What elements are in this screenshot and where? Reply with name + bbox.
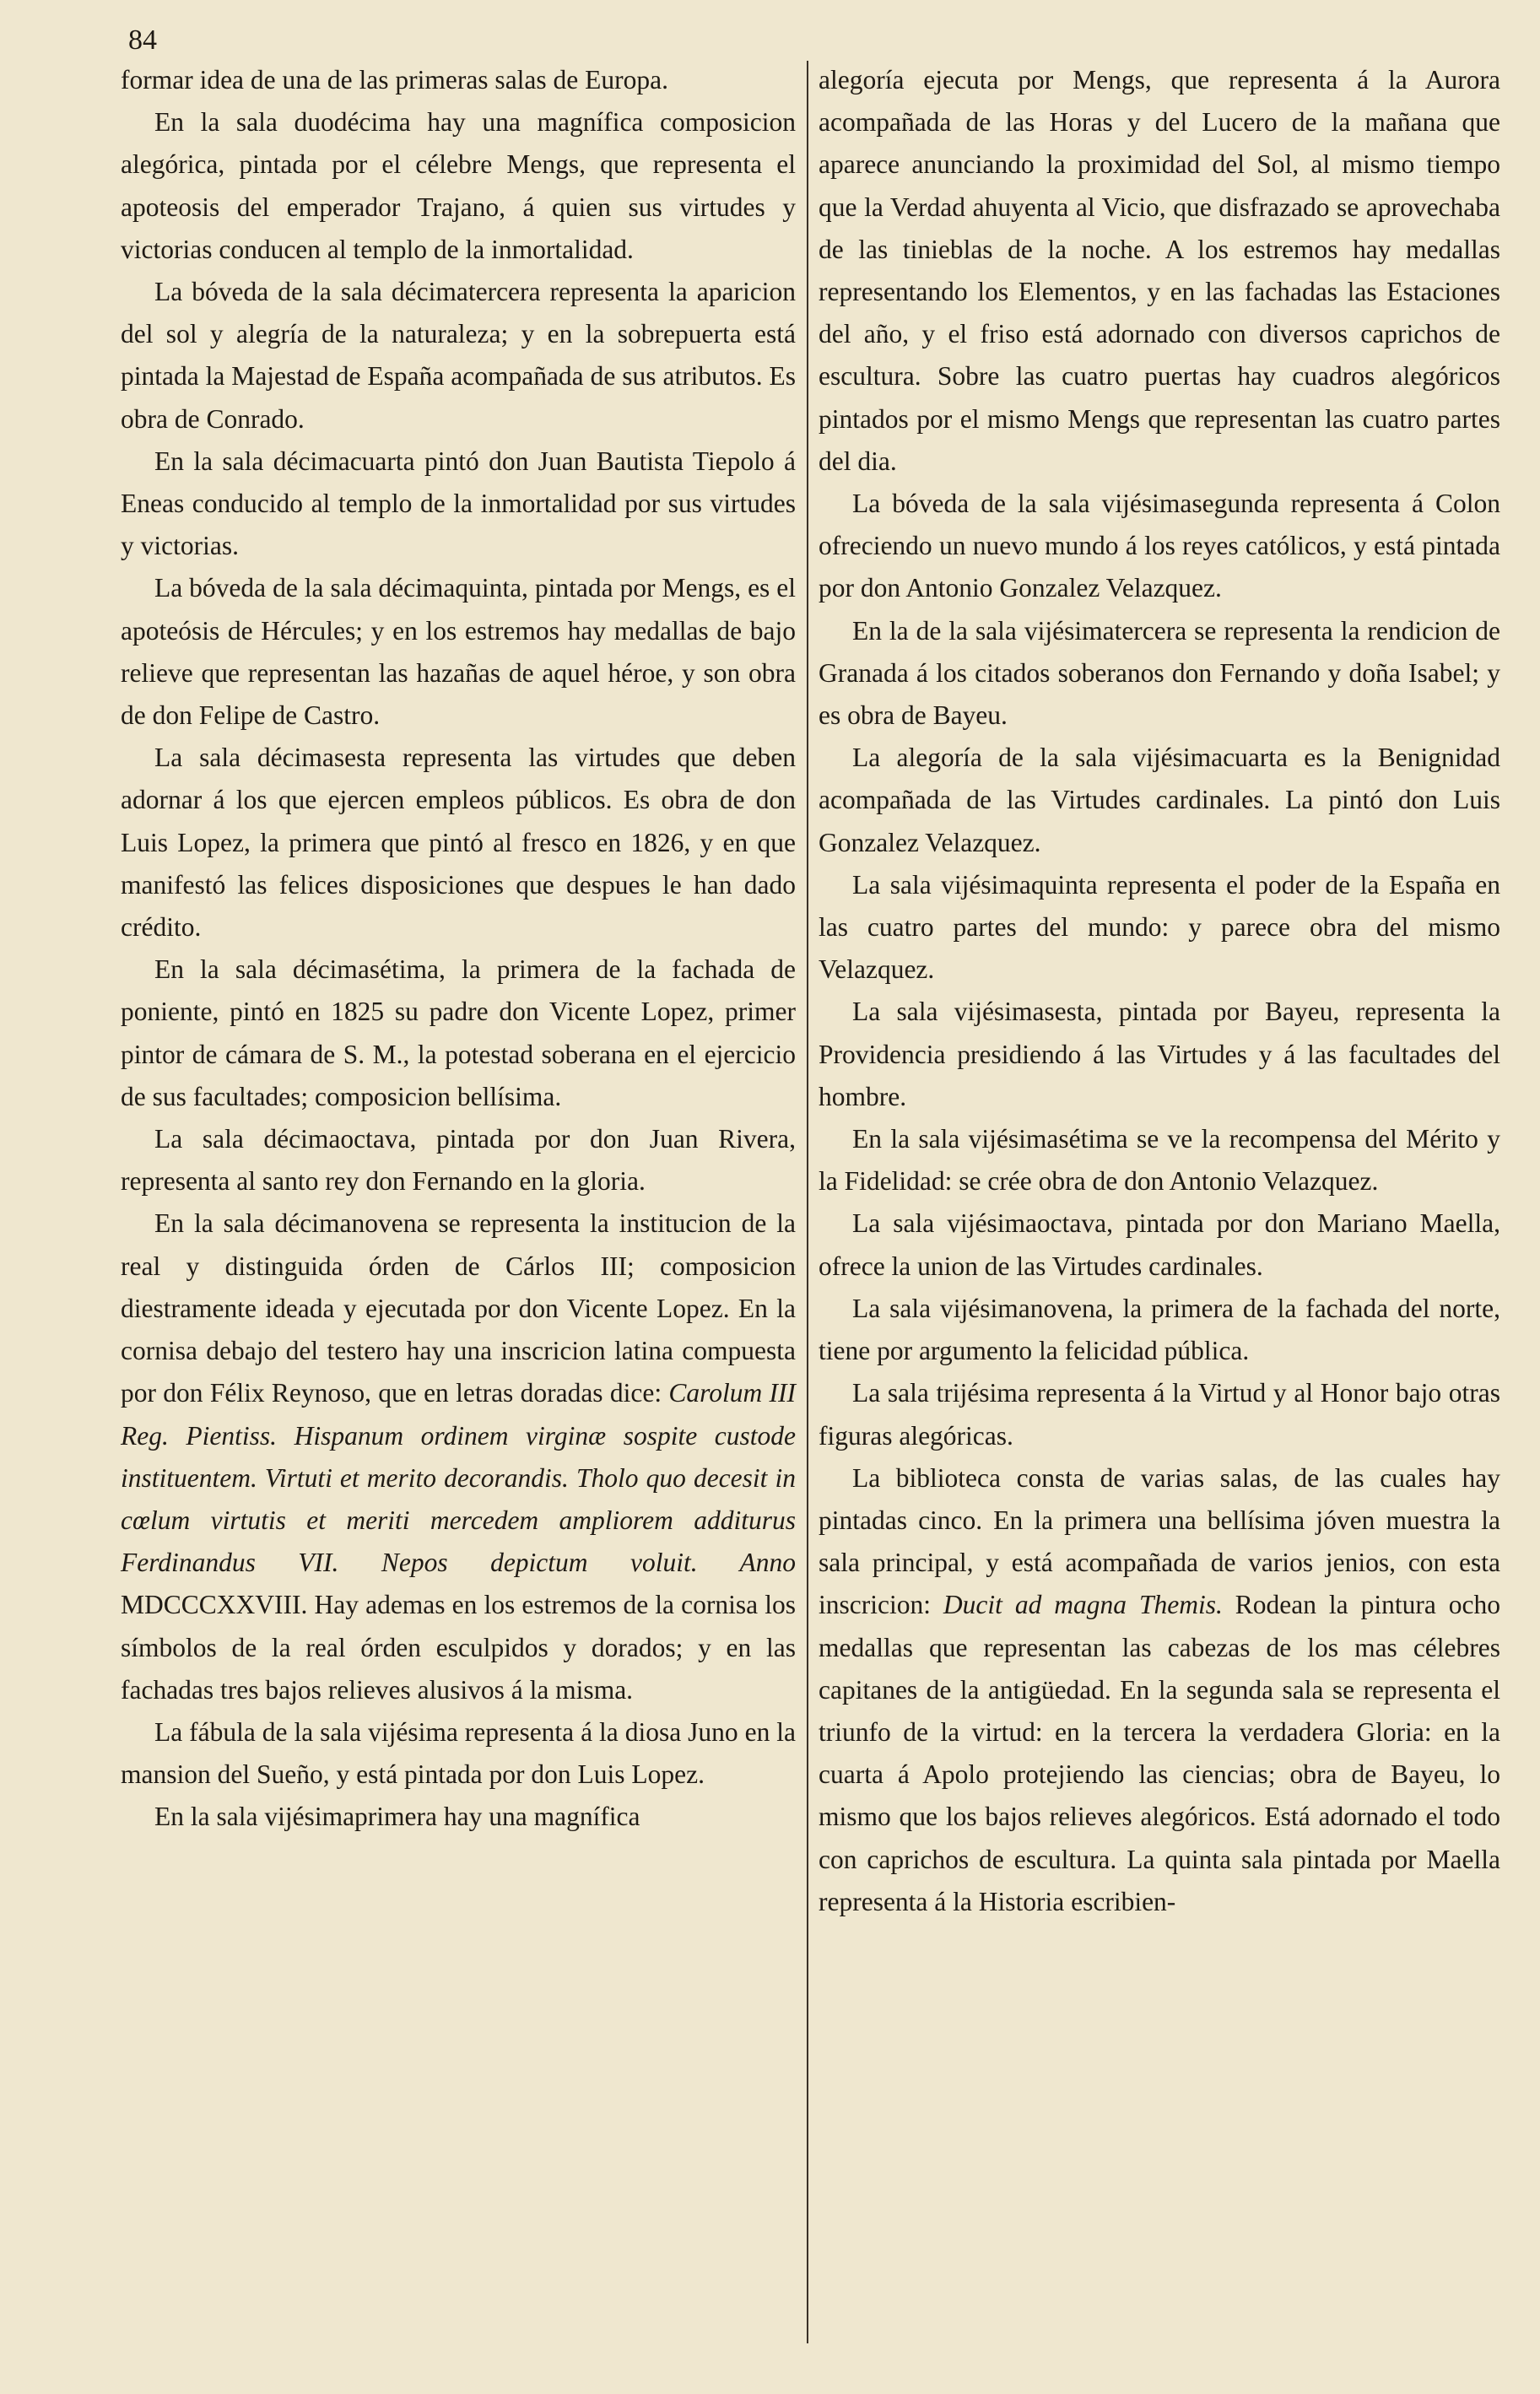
paragraph: En la sala duodécima hay una magnífica composicion alegórica, pintada por el célebre Mengs, que representa el apoteosis del emperador Trajano, á quien sus virtudes y victorias conducen al templo de la inmortalidad. [121, 107, 796, 264]
paragraph: La bóveda de la sala vijésimasegunda representa á Colon ofreciendo un nuevo mundo á los reyes católicos, y está pintada por don Antonio Gonzalez Velazquez. [819, 489, 1500, 603]
paragraph: En la sala vijésimaprimera hay una magnífica [154, 1802, 640, 1832]
latin-inscription: Carolum III Reg. Pientiss. Hispanum ordinem virginæ sospite custode instituentem. Virtuti et merito decorandis. Tholo quo decesit in cœlum virtutis et meriti mercedem ampliorem additurus Ferdinandus VII. Nepos depictum voluit. Anno [121, 1378, 796, 1578]
paragraph: La sala vijésimaoctava, pintada por don Mariano Maella, ofrece la union de las Virtudes cardinales. [819, 1208, 1500, 1281]
paragraph: La alegoría de la sala vijésimacuarta es la Benignidad acompañada de las Virtudes cardinales. La pintó don Luis Gonzalez Velazquez. [819, 743, 1500, 857]
paragraph-text: En la sala décimanovena se representa la institucion de la real y distinguida órden de Cárlos III; composicion diestramente ideada y ejecutada por don Vicente Lopez. En la cornisa debajo del testero hay una inscricion latina compuesta por don Félix Reynoso, que en letras doradas dice: [121, 1208, 796, 1408]
page-number: 84 [128, 24, 157, 56]
paragraph: La sala décimasesta representa las virtudes que deben adornar á los que ejercen empleos públicos. Es obra de don Luis Lopez, la primera que pintó al fresco en 1826, y en que manifestó las felices disposiciones que despues le han dado crédito. [121, 743, 796, 943]
paragraph: alegoría ejecuta por Mengs, que representa á la Aurora acompañada de las Horas y del Lucero de la mañana que aparece anunciando la proximidad del Sol, al mismo tiempo que la Verdad ahuyenta al Vicio, que disfrazado se aprovechaba de las tinieblas de la noche. A los estremos hay medallas representando los Elementos, y en las fachadas las Estaciones del año, y el friso está adornado con diversos caprichos de escultura. Sobre las cuatro puertas hay cuadros alegóricos pintados por el mismo Mengs que representan las cuatro partes del dia. [819, 65, 1500, 476]
paragraph-text: La biblioteca consta de varias salas, de las cuales hay pintadas cinco. En la primera una bellísima jóven muestra la sala principal, y está acompañada de varios jenios, con esta inscricion: [819, 1462, 1500, 1620]
paragraph-with-inscription [819, 1457, 1500, 1923]
paragraph: La sala trijésima representa á la Virtud y al Honor bajo otras figuras alegóricas. [819, 1378, 1500, 1451]
paragraph: En la sala vijésimasétima se ve la recompensa del Mérito y la Fidelidad: se crée obra de don Antonio Velazquez. [819, 1124, 1500, 1197]
paragraph-with-inscription [121, 1202, 796, 1710]
paragraph: La sala décimaoctava, pintada por don Juan Rivera, representa al santo rey don Fernando en la gloria. [121, 1124, 796, 1197]
paragraph: La sala vijésimaquinta representa el poder de la España en las cuatro partes del mundo: y parece obra del mismo Velazquez. [819, 869, 1500, 985]
paragraph-continuation: Rodean la pintura ocho medallas que representan las cabezas de los mas célebres capitanes de la antigüedad. En la segunda sala se representa el triunfo de la virtud: en la tercera la verdadera Gloria: en la cuarta á Apolo protejiendo las ciencias; obra de Bayeu, lo mismo que los bajos relieves alegóricos. Está adornado el todo con caprichos de escultura. La quinta sala pintada por Maella representa á la Historia escribien- [819, 1590, 1500, 1916]
paragraph-continuation: MDCCCXXVIII. Hay ademas en los estremos de la cornisa los símbolos de la real órden esculpidos y dorados; y en las fachadas tres bajos relieves alusivos á la misma. [121, 1590, 796, 1705]
right-column [819, 59, 1500, 2337]
paragraph: En la de la sala vijésimatercera se representa la rendicion de Granada á los citados soberanos don Fernando y doña Isabel; y es obra de Bayeu. [819, 615, 1500, 731]
paragraph: La sala vijésimasesta, pintada por Bayeu, representa la Providencia presidiendo á las Virtudes y á las facultades del hombre. [819, 997, 1500, 1111]
paragraph: La bóveda de la sala décimaquinta, pintada por Mengs, es el apoteósis de Hércules; y en los estremos hay medallas de bajo relieve que representan las hazañas de aquel héroe, y son obra de don Felipe de Castro. [121, 573, 796, 731]
paragraph: La bóveda de la sala décimatercera representa la aparicion del sol y alegría de la naturaleza; y en la sobrepuerta está pintada la Majestad de España acompañada de sus atributos. Es obra de Conrado. [121, 277, 796, 434]
paragraph: La fábula de la sala vijésima representa á la diosa Juno en la mansion del Sueño, y está pintada por don Luis Lopez. [121, 1716, 796, 1790]
paragraph: La sala vijésimanovena, la primera de la fachada del norte, tiene por argumento la felicidad pública. [819, 1293, 1500, 1366]
column-divider [807, 61, 808, 2343]
paragraph: formar idea de una de las primeras salas de Europa. [121, 65, 668, 95]
paragraph: En la sala décimasétima, la primera de la fachada de poniente, pintó en 1825 su padre don Vicente Lopez, primer pintor de cámara de S. M., la potestad soberana en el ejercicio de sus facultades; composicion bellísima. [121, 954, 796, 1111]
left-column [121, 59, 796, 2337]
paragraph: En la sala décimacuarta pintó don Juan Bautista Tiepolo á Eneas conducido al templo de la inmortalidad por sus virtudes y victorias. [121, 446, 796, 561]
latin-inscription: Ducit ad magna Themis. [943, 1590, 1223, 1620]
